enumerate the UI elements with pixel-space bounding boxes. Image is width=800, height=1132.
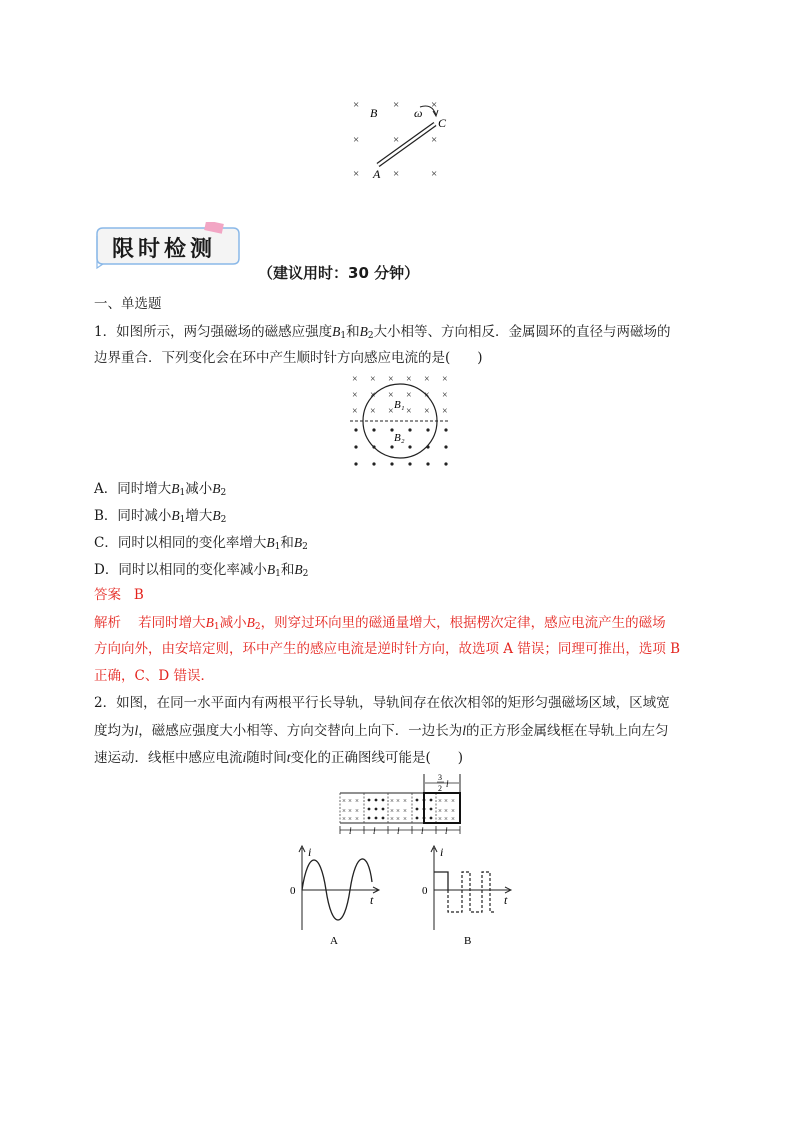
axis-i-label: i xyxy=(308,845,312,859)
svg-text:×: × xyxy=(451,807,455,815)
segment-label: l xyxy=(421,826,424,836)
svg-text:×: × xyxy=(342,797,346,805)
q2-graph-a[interactable] xyxy=(280,840,390,950)
svg-text:×: × xyxy=(444,807,448,815)
svg-text:×: × xyxy=(390,807,394,815)
svg-text:×: × xyxy=(342,815,346,823)
svg-text:×: × xyxy=(348,815,352,823)
label-omega: ω xyxy=(414,106,423,120)
axis-i-label: i xyxy=(440,845,444,859)
svg-text:×: × xyxy=(352,390,358,401)
svg-text:×: × xyxy=(390,797,394,805)
field-cross: × xyxy=(393,99,400,111)
svg-text:×: × xyxy=(396,797,400,805)
q1-option-c[interactable]: C．同时以相同的变化率增大$B_1$和$B_2$ xyxy=(94,535,308,552)
q2-stem-line2: 度均为l，磁感应强度大小相等、方向交替向上向下．一边长为l的正方形金属线框在导轨上向左匀 xyxy=(94,723,669,739)
dim-l: l xyxy=(446,779,449,789)
field-cross: × xyxy=(431,99,438,111)
svg-text:×: × xyxy=(406,390,412,401)
svg-text:×: × xyxy=(403,807,407,815)
q1-option-d[interactable]: D．同时以相同的变化率减小$B_1$和$B_2$ xyxy=(94,562,309,579)
field-cross: × xyxy=(393,168,400,180)
q2-stem-line3: 速运动．线框中感应电流i随时间t变化的正确图线可能是( ) xyxy=(94,750,464,766)
field-cross: × xyxy=(353,99,360,111)
svg-text:×: × xyxy=(370,390,376,401)
graph-label-b: B xyxy=(464,935,472,947)
dim-denominator: 2 xyxy=(438,784,442,793)
q1-ring-figure xyxy=(348,370,452,470)
svg-text:×: × xyxy=(388,390,394,401)
segment-label: l xyxy=(373,826,376,836)
q1-analysis-line3: 正确，C、D 错误． xyxy=(94,668,214,684)
svg-text:×: × xyxy=(442,374,448,385)
field-cross: × xyxy=(431,168,438,180)
svg-text:×: × xyxy=(388,374,394,385)
segment-label: l xyxy=(397,826,400,836)
svg-text:×: × xyxy=(444,815,448,823)
svg-text:×: × xyxy=(396,815,400,823)
field-cross: × xyxy=(431,134,438,146)
svg-text:×: × xyxy=(355,815,359,823)
svg-text:×: × xyxy=(370,406,376,417)
square-wave-solid xyxy=(434,872,448,890)
svg-text:×: × xyxy=(406,374,412,385)
label-b: B xyxy=(370,106,378,120)
svg-text:×: × xyxy=(388,406,394,417)
rotating-rod-figure xyxy=(340,95,460,185)
svg-text:×: × xyxy=(438,797,442,805)
svg-text:×: × xyxy=(348,807,352,815)
label-a: A xyxy=(373,167,381,181)
origin-label: 0 xyxy=(422,885,428,897)
q1-stem-line2: 边界重合．下列变化会在环中产生顺时针方向感应电流的是( ) xyxy=(94,350,483,366)
svg-text:×: × xyxy=(396,807,400,815)
label-b1: B₁ xyxy=(394,399,405,411)
svg-text:×: × xyxy=(370,374,376,385)
axis-t-label: t xyxy=(504,893,508,907)
svg-text:×: × xyxy=(438,807,442,815)
svg-text:×: × xyxy=(355,807,359,815)
svg-text:×: × xyxy=(451,815,455,823)
q1-analysis-line1: 解析 若同时增大$B_1$减小$B_2$，则穿过环向里的磁通量增大，根据楞次定律，感应电流产生的磁场 xyxy=(94,615,666,632)
svg-text:×: × xyxy=(406,406,412,417)
svg-text:×: × xyxy=(348,797,352,805)
q1-option-a[interactable]: A．同时增大$B_1$减小$B_2$ xyxy=(94,481,227,498)
square-wave-dashed xyxy=(448,872,496,912)
svg-text:×: × xyxy=(424,406,430,417)
axis-t-label: t xyxy=(370,893,374,907)
q2-graph-b[interactable] xyxy=(420,840,520,950)
q1-stem-line1: 1．如图所示，两匀强磁场的磁感应强度$B_1$和$B_2$大小相等、方向相反．金属圆环的直径与两磁场的 xyxy=(94,324,671,341)
svg-text:×: × xyxy=(390,815,394,823)
question-category: 一、单选题 xyxy=(94,296,162,312)
q1-analysis-line2: 方向向外，由安培定则，环中产生的感应电流是逆时针方向，故选项 A 错误；同理可推出，选项 B xyxy=(94,641,681,657)
graph-label-a: A xyxy=(330,935,338,947)
svg-text:×: × xyxy=(342,807,346,815)
label-b2: B₂ xyxy=(394,432,405,444)
svg-text:×: × xyxy=(424,374,430,385)
metal-rod xyxy=(378,124,438,165)
q2-stem-line1: 2．如图，在同一水平面内有两根平行长导轨，导轨间存在依次相邻的矩形匀强磁场区域，区域宽 xyxy=(94,695,670,711)
svg-text:×: × xyxy=(403,797,407,805)
svg-text:×: × xyxy=(451,797,455,805)
q2-rail-figure xyxy=(336,770,466,838)
section-title: 限时检测 xyxy=(112,237,217,262)
field-cross: × xyxy=(353,168,360,180)
label-c: C xyxy=(438,116,447,130)
field-cross: × xyxy=(353,134,360,146)
svg-text:×: × xyxy=(352,406,358,417)
segment-label: l xyxy=(445,826,448,836)
q1-answer: 答案 B xyxy=(94,587,144,603)
svg-text:×: × xyxy=(442,390,448,401)
field-cross: × xyxy=(393,134,400,146)
q1-option-b[interactable]: B．同时减小$B_1$增大$B_2$ xyxy=(94,508,227,525)
time-note: （建议用时：30 分钟） xyxy=(258,264,420,282)
svg-text:×: × xyxy=(355,797,359,805)
sine-curve xyxy=(302,859,372,920)
svg-text:×: × xyxy=(403,815,407,823)
svg-text:×: × xyxy=(424,390,430,401)
svg-text:×: × xyxy=(444,797,448,805)
svg-text:×: × xyxy=(442,406,448,417)
svg-text:×: × xyxy=(352,374,358,385)
origin-label: 0 xyxy=(290,885,296,897)
segment-label: l xyxy=(349,826,352,836)
svg-text:×: × xyxy=(438,815,442,823)
dim-numerator: 3 xyxy=(438,773,442,782)
